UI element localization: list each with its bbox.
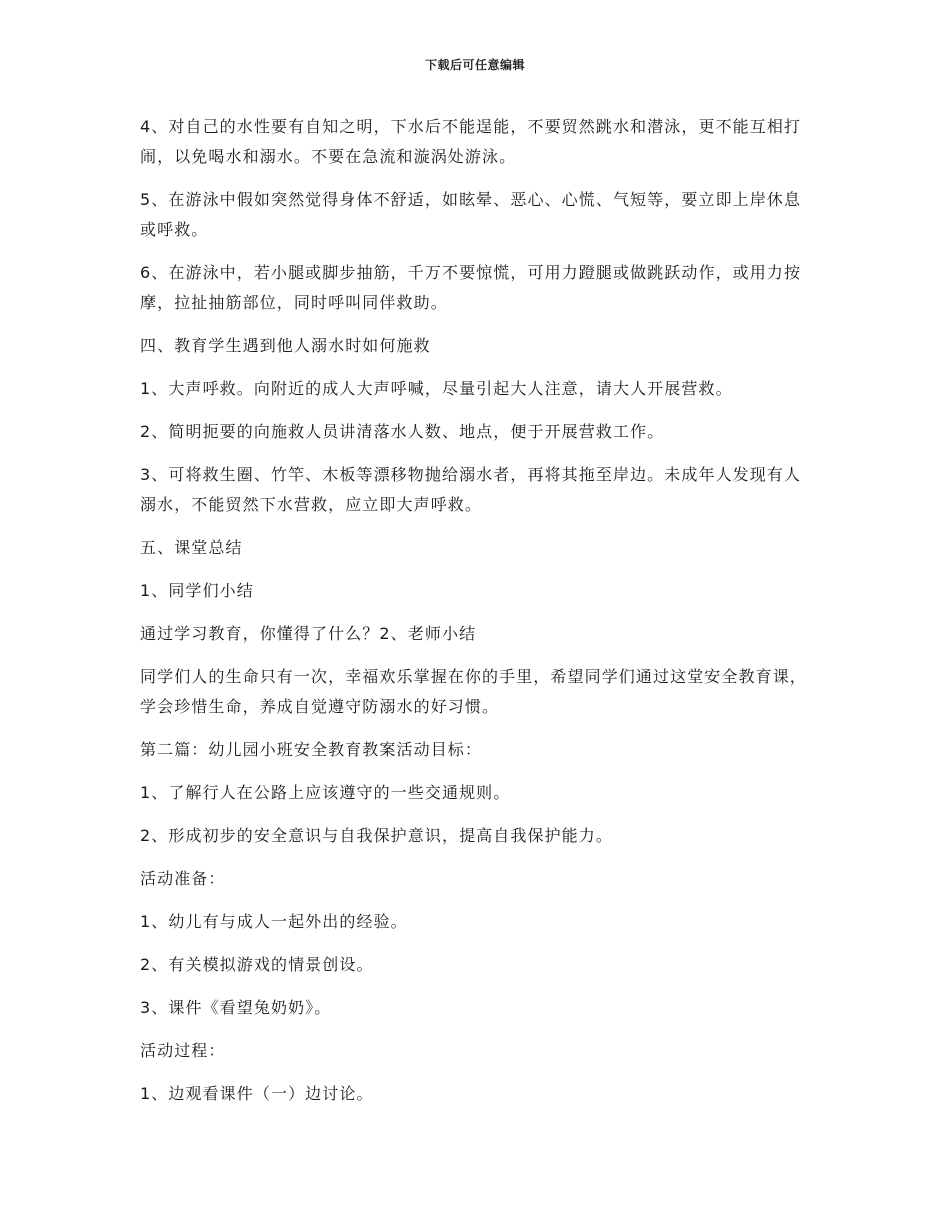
paragraph: 3、课件《看望兔奶奶》。 [140, 998, 332, 1017]
paragraph: 2、简明扼要的向施救人员讲清落水人数、地点，便于开展营救工作。 [140, 422, 665, 441]
section-heading: 四、教育学生遇到他人溺水时如何施救 [140, 336, 431, 355]
section-heading: 活动准备： [140, 869, 226, 888]
page-header: 下载后可任意编辑 [424, 58, 525, 72]
section-heading: 第二篇：幼儿园小班安全教育教案活动目标： [140, 740, 483, 759]
paragraph: 4、对自己的水性要有自知之明，下水后不能逞能，不要贸然跳水和潜泳，更不能互相打闹，以免喝水和溺水。不要在急流和漩涡处游泳。 [140, 117, 802, 166]
paragraph: 2、有关模拟游戏的情景创设。 [140, 955, 374, 974]
paragraph: 通过学习教育，你懂得了什么？2、老师小结 [140, 624, 477, 643]
paragraph: 1、边观看课件（一）边讨论。 [140, 1084, 374, 1103]
section-heading: 活动过程： [140, 1041, 226, 1060]
paragraph: 1、幼儿有与成人一起外出的经验。 [140, 912, 408, 931]
section-heading: 五、课堂总结 [140, 538, 243, 557]
paragraph: 同学们人的生命只有一次，幸福欢乐掌握在你的手里，希望同学们通过这堂安全教育课，学会珍惜生命，养成自觉遵守防溺水的好习惯。 [140, 667, 807, 716]
paragraph: 3、可将救生圈、竹竿、木板等漂移物抛给溺水者，再将其拖至岸边。未成年人发现有人溺水，不能贸然下水营救，应立即大声呼救。 [140, 465, 802, 514]
paragraph: 6、在游泳中，若小腿或脚步抽筋，千万不要惊慌，可用力蹬腿或做跳跃动作，或用力按摩，拉扯抽筋部位，同时呼叫同伴救助。 [140, 263, 802, 312]
document-body [140, 112, 815, 1122]
paragraph: 1、了解行人在公路上应该遵守的一些交通规则。 [140, 783, 511, 802]
paragraph: 1、大声呼救。向附近的成人大声呼喊，尽量引起大人注意，请大人开展营救。 [140, 379, 733, 398]
paragraph: 5、在游泳中假如突然觉得身体不舒适，如眩晕、恶心、心慌、气短等，要立即上岸休息或呼救。 [140, 190, 802, 239]
paragraph: 2、形成初步的安全意识与自我保护意识，提高自我保护能力。 [140, 826, 613, 845]
paragraph: 1、同学们小结 [140, 581, 254, 600]
